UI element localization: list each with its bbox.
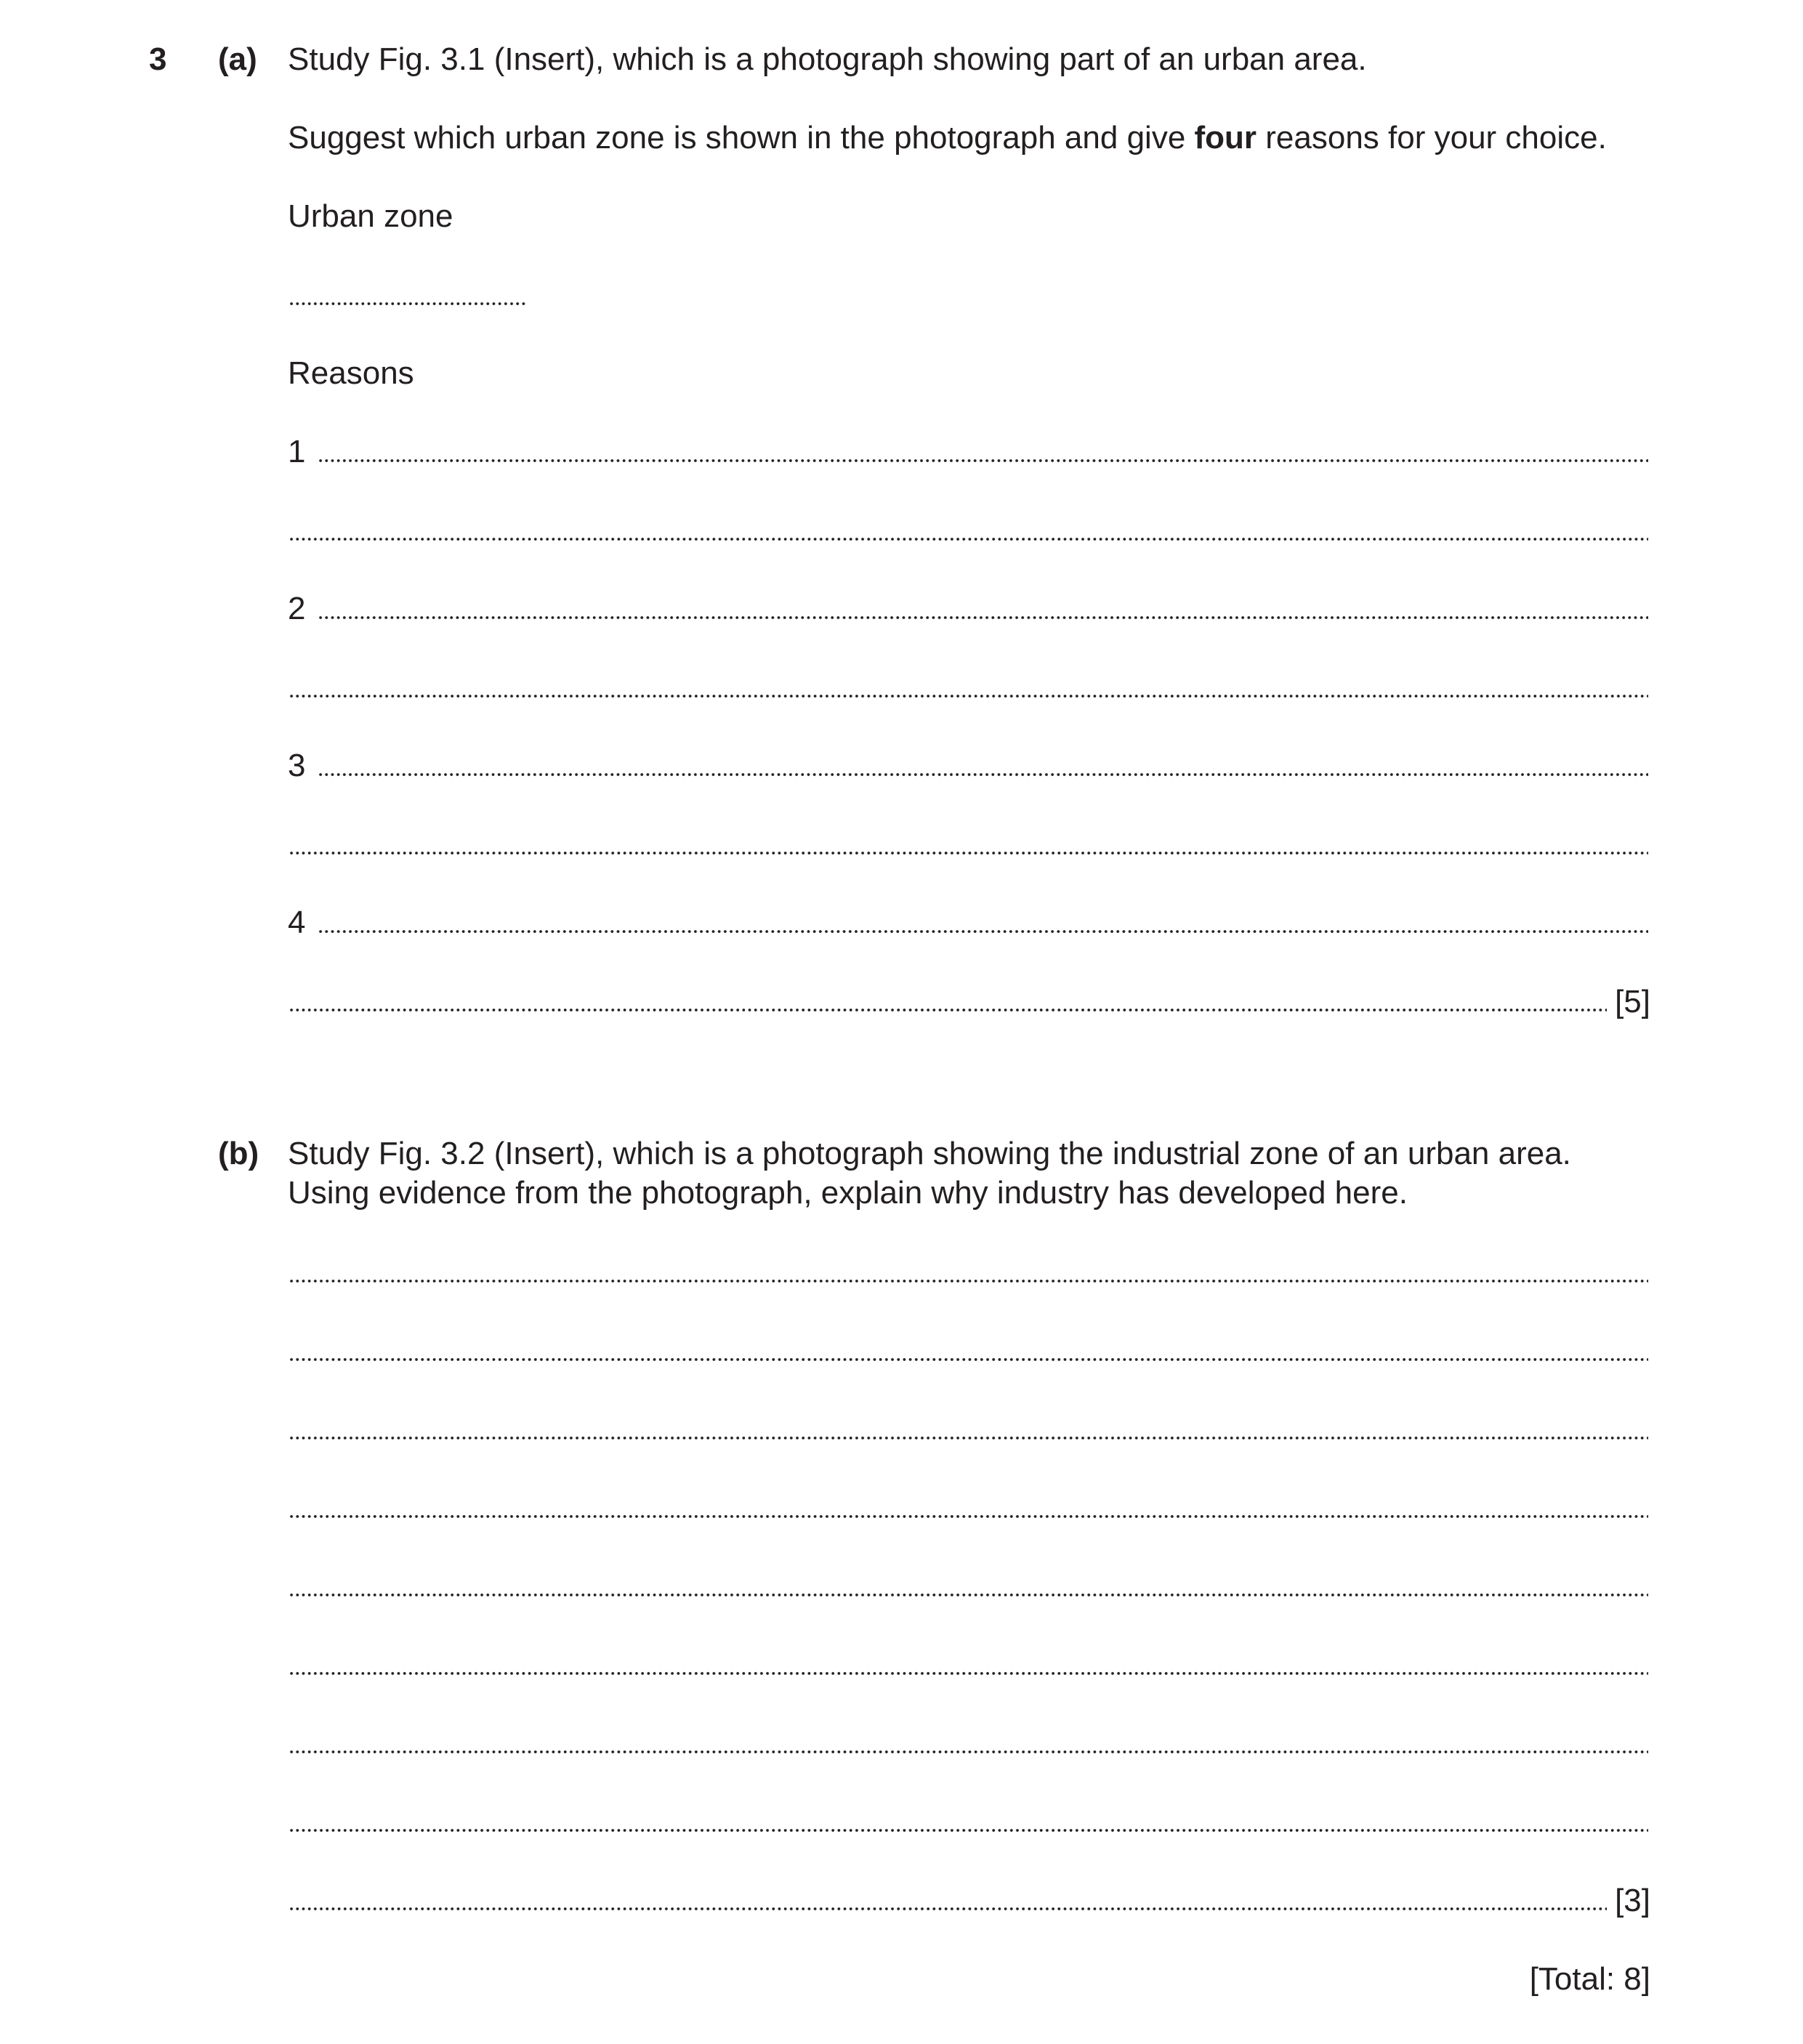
part-b-answer-line[interactable] — [289, 1515, 1648, 1518]
reason-4-continuation-line[interactable] — [289, 1009, 1607, 1011]
part-a-label: (a) — [218, 41, 257, 77]
reason-number-4: 4 — [288, 905, 306, 940]
urban-zone-label: Urban zone — [288, 198, 453, 234]
reason-2-continuation-line[interactable] — [289, 695, 1648, 698]
part-a-instruction — [288, 118, 1607, 158]
instruction-text-before: Suggest which urban zone is shown in the photograph and give — [288, 120, 1195, 155]
part-b-line-1: Study Fig. 3.2 (Insert), which is a photograph showing the industrial zone of an urban area. — [288, 1136, 1571, 1171]
reason-4-answer-line[interactable] — [318, 930, 1648, 933]
reasons-label: Reasons — [288, 355, 414, 391]
reason-number-1: 1 — [288, 434, 306, 469]
instruction-emphasis: four — [1194, 120, 1257, 155]
part-b-answer-line[interactable] — [289, 1829, 1648, 1832]
part-b-answer-line[interactable] — [289, 1280, 1648, 1282]
question-number: 3 — [149, 41, 167, 77]
reason-1-answer-line[interactable] — [318, 459, 1648, 462]
reason-number-3: 3 — [288, 748, 306, 783]
part-b-label: (b) — [218, 1136, 259, 1171]
part-b-answer-line-last[interactable] — [289, 1907, 1607, 1910]
urban-zone-answer-line[interactable] — [289, 302, 525, 305]
part-a-marks: [5] — [1615, 984, 1650, 1019]
part-b-answer-line[interactable] — [289, 1593, 1648, 1596]
question-total-marks: [Total: 8] — [1529, 1961, 1650, 1997]
part-b-marks: [3] — [1615, 1883, 1650, 1918]
part-b-answer-line[interactable] — [289, 1672, 1648, 1675]
reason-3-continuation-line[interactable] — [289, 852, 1648, 855]
part-b-answer-line[interactable] — [289, 1750, 1648, 1753]
instruction-text-after: reasons for your choice. — [1257, 120, 1607, 155]
reason-1-continuation-line[interactable] — [289, 538, 1648, 541]
part-b-answer-line[interactable] — [289, 1437, 1648, 1439]
part-b-line-2: Using evidence from the photograph, explain why industry has developed here. — [288, 1175, 1408, 1211]
reason-number-2: 2 — [288, 591, 306, 626]
part-a-intro: Study Fig. 3.1 (Insert), which is a photograph showing part of an urban area. — [288, 41, 1367, 77]
reason-2-answer-line[interactable] — [318, 616, 1648, 619]
part-b-answer-line[interactable] — [289, 1358, 1648, 1361]
reason-3-answer-line[interactable] — [318, 773, 1648, 776]
